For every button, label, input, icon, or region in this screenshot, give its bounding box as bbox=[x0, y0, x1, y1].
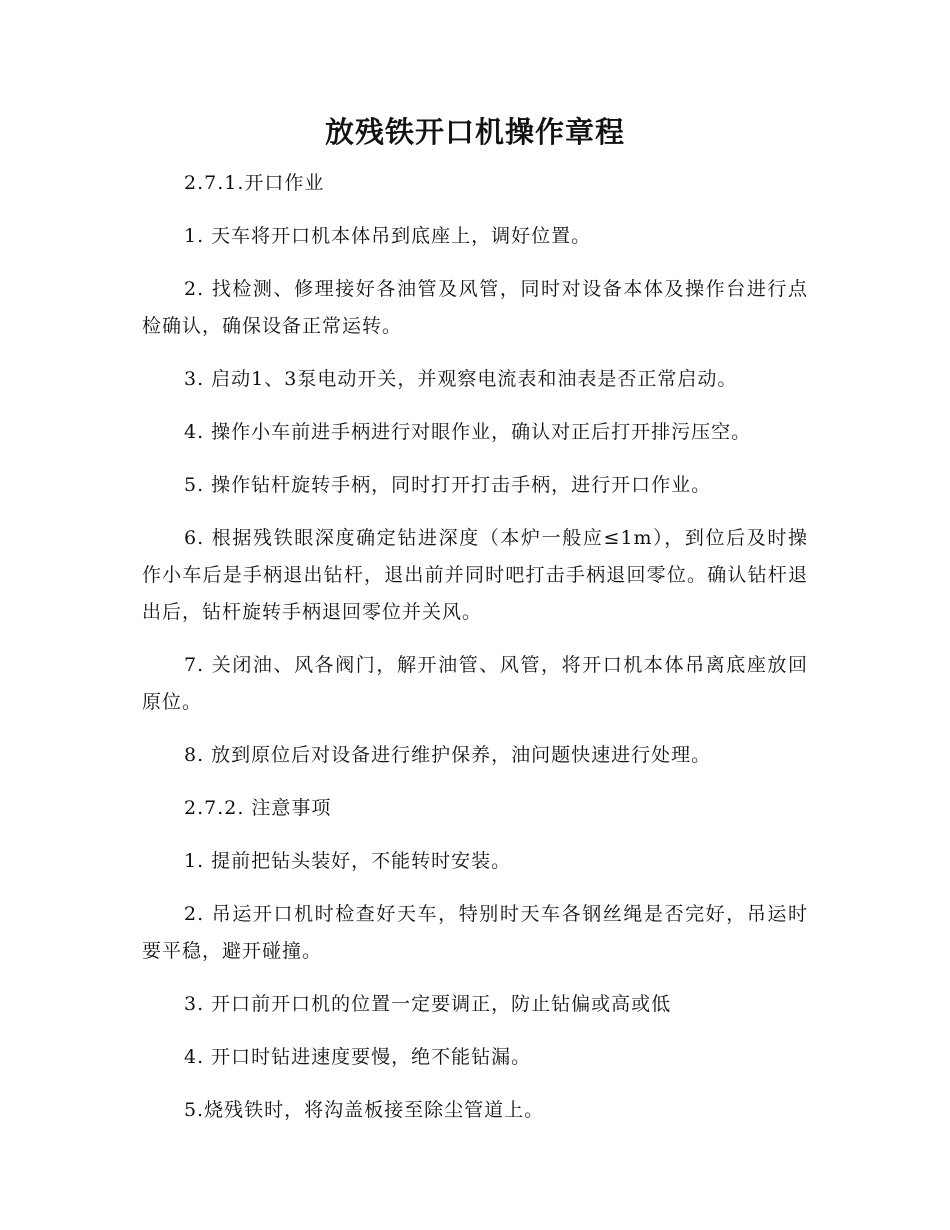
step-1-paragraph: 1. 天车将开口机本体吊到底座上，调好位置。 bbox=[184, 225, 592, 247]
document-body bbox=[142, 165, 808, 1145]
note-1-paragraph: 1. 提前把钻头装好，不能转时安装。 bbox=[184, 850, 512, 872]
note-5-paragraph: 5.烧残铁时，将沟盖板接至除尘管道上。 bbox=[184, 1099, 545, 1121]
section-heading-opening: 2.7.1.开口作业 bbox=[184, 172, 325, 194]
note-2-paragraph: 2. 吊运开口机时检查好天车，特别时天车各钢丝绳是否完好，吊运时要平稳，避开碰撞。 bbox=[142, 903, 808, 962]
note-4-paragraph: 4. 开口时钻进速度要慢，绝不能钻漏。 bbox=[184, 1046, 532, 1068]
section-heading-notes: 2.7.2. 注意事项 bbox=[184, 797, 332, 819]
document-title: 放残铁开口机操作章程 bbox=[324, 115, 625, 149]
step-6-paragraph: 6. 根据残铁眼深度确定钻进深度（本炉一般应≤1m），到位后及时操作小车后是手柄退出钻杆，退出前并同时吧打击手柄退回零位。确认钻杆退出后，钻杆旋转手柄退回零位并关风。 bbox=[142, 527, 808, 623]
note-3-paragraph: 3. 开口前开口机的位置一定要调正，防止钻偏或高或低 bbox=[184, 993, 672, 1015]
step-7-paragraph: 7. 关闭油、风各阀门，解开油管、风管，将开口机本体吊离底座放回原位。 bbox=[142, 654, 808, 713]
step-4-paragraph: 4. 操作小车前进手柄进行对眼作业，确认对正后打开排污压空。 bbox=[184, 421, 752, 443]
step-8-paragraph: 8. 放到原位后对设备进行维护保养，油问题快速进行处理。 bbox=[184, 744, 712, 766]
step-2-paragraph: 2. 找检测、修理接好各油管及风管，同时对设备本体及操作台进行点检确认，确保设备正常运转。 bbox=[142, 278, 808, 337]
step-5-paragraph: 5. 操作钻杆旋转手柄，同时打开打击手柄，进行开口作业。 bbox=[184, 474, 712, 496]
step-3-paragraph: 3. 启动1、3泵电动开关，并观察电流表和油表是否正常启动。 bbox=[184, 368, 738, 390]
